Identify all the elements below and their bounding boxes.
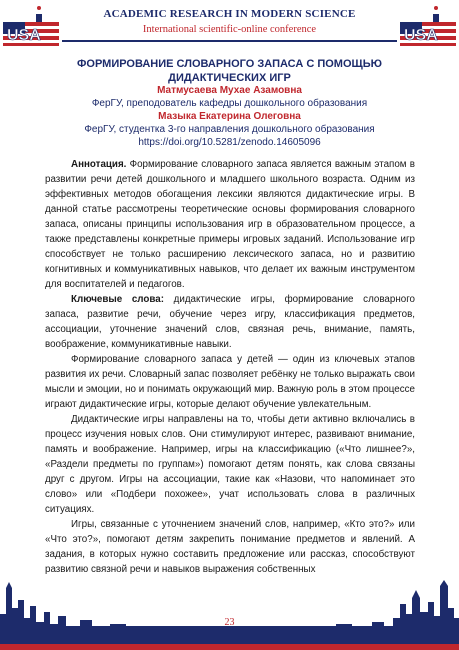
body-paragraph-1: Формирование словарного запаса у детей — один из ключевых этапов развития их речи. Словарный запас позволяет ребёнку не только выражать свои мысли и эмоции, но и понимать окружающий мир. Важную роль в этом процессе играют дидактические игры, которые делают обучение увлекательным. xyxy=(45,354,415,410)
page-number: 23 xyxy=(224,617,235,628)
page-header xyxy=(0,0,459,52)
author-2: Мазыка Екатерина Олеговна xyxy=(158,111,301,122)
city-skyline-footer xyxy=(0,578,459,650)
conference-subtitle: International scientific-online conference xyxy=(142,24,317,35)
affiliation-2: ФерГУ, студентка 3-го направления дошкольного образования xyxy=(84,124,375,135)
usa-logo-left xyxy=(3,4,59,48)
body-paragraph-2: Дидактические игры направлены на то, чтобы дети активно включались в процесс изучения новых слов. Они стимулируют интерес, развивают внимание, память и воображение. Например, игры на классификацию («Что лишнее?», «Раздели предметы по группам») помогают детям понять, как слова связаны друг с другом. Игры на ассоциации, такие как «Назови, что напоминает это слово» или «Подбери похожее», учат использовать слова в различных ситуациях. xyxy=(45,414,415,515)
keywords-label: Ключевые слова: xyxy=(71,294,164,305)
abstract-text: Формирование словарного запаса является важным этапом в развитии речи детей дошкольного и младшего школьного возраста. Одним из эффективных методов обогащения лексики являются дидактические игры. В данной статье рассмотрены теоретические основы формирования словарного запаса, описаны принципы использования игр в образовательном процессе, а также представлены конкретные примеры игровых заданий. Использование игр способствует не только расширению лексического запаса, но и развитию когнитивных и коммуникативных навыков, что делает их важным инструментом для воспитателей и педагогов. xyxy=(45,159,415,290)
header-divider xyxy=(62,40,397,42)
article-body xyxy=(45,157,415,577)
abstract-label: Аннотация. xyxy=(71,159,127,170)
conference-title: ACADEMIC RESEARCH IN MODERN SCIENCE xyxy=(103,8,356,20)
paper-title: ФОРМИРОВАНИЕ СЛОВАРНОГО ЗАПАСА С ПОМОЩЬЮ ДИДАКТИЧЕСКИХ ИГР xyxy=(77,58,382,84)
svg-text:USA: USA xyxy=(404,27,438,44)
body-paragraph-3: Игры, связанные с уточнением значений слов, например, «Кто это?» или «Что это?», помогают детям закрепить понимание предметов и явлений. А задания, в которых нужно составить предложение или расскaз, способствуют развитию связной речи и навыков выражения собственных xyxy=(45,519,415,575)
svg-text:USA: USA xyxy=(7,27,41,44)
usa-logo-right xyxy=(400,4,456,48)
keywords-text: дидактические игры, формирование словарного запаса, развитие речи, обучение через игру, классификация предметов, ассоциации, уточнение значений слов, связная речь, внимание, память, воображение, коммуникативные навыки. xyxy=(45,294,415,350)
doi-link[interactable]: https://doi.org/10.5281/zenodo.14605096 xyxy=(138,137,321,148)
keywords-paragraph xyxy=(45,292,415,352)
abstract-paragraph xyxy=(45,157,415,292)
author-1: Матмусаева Мухае Азамовна xyxy=(157,85,302,96)
affiliation-1: ФерГУ, преподователь кафедры дошкольного образования xyxy=(91,98,368,109)
